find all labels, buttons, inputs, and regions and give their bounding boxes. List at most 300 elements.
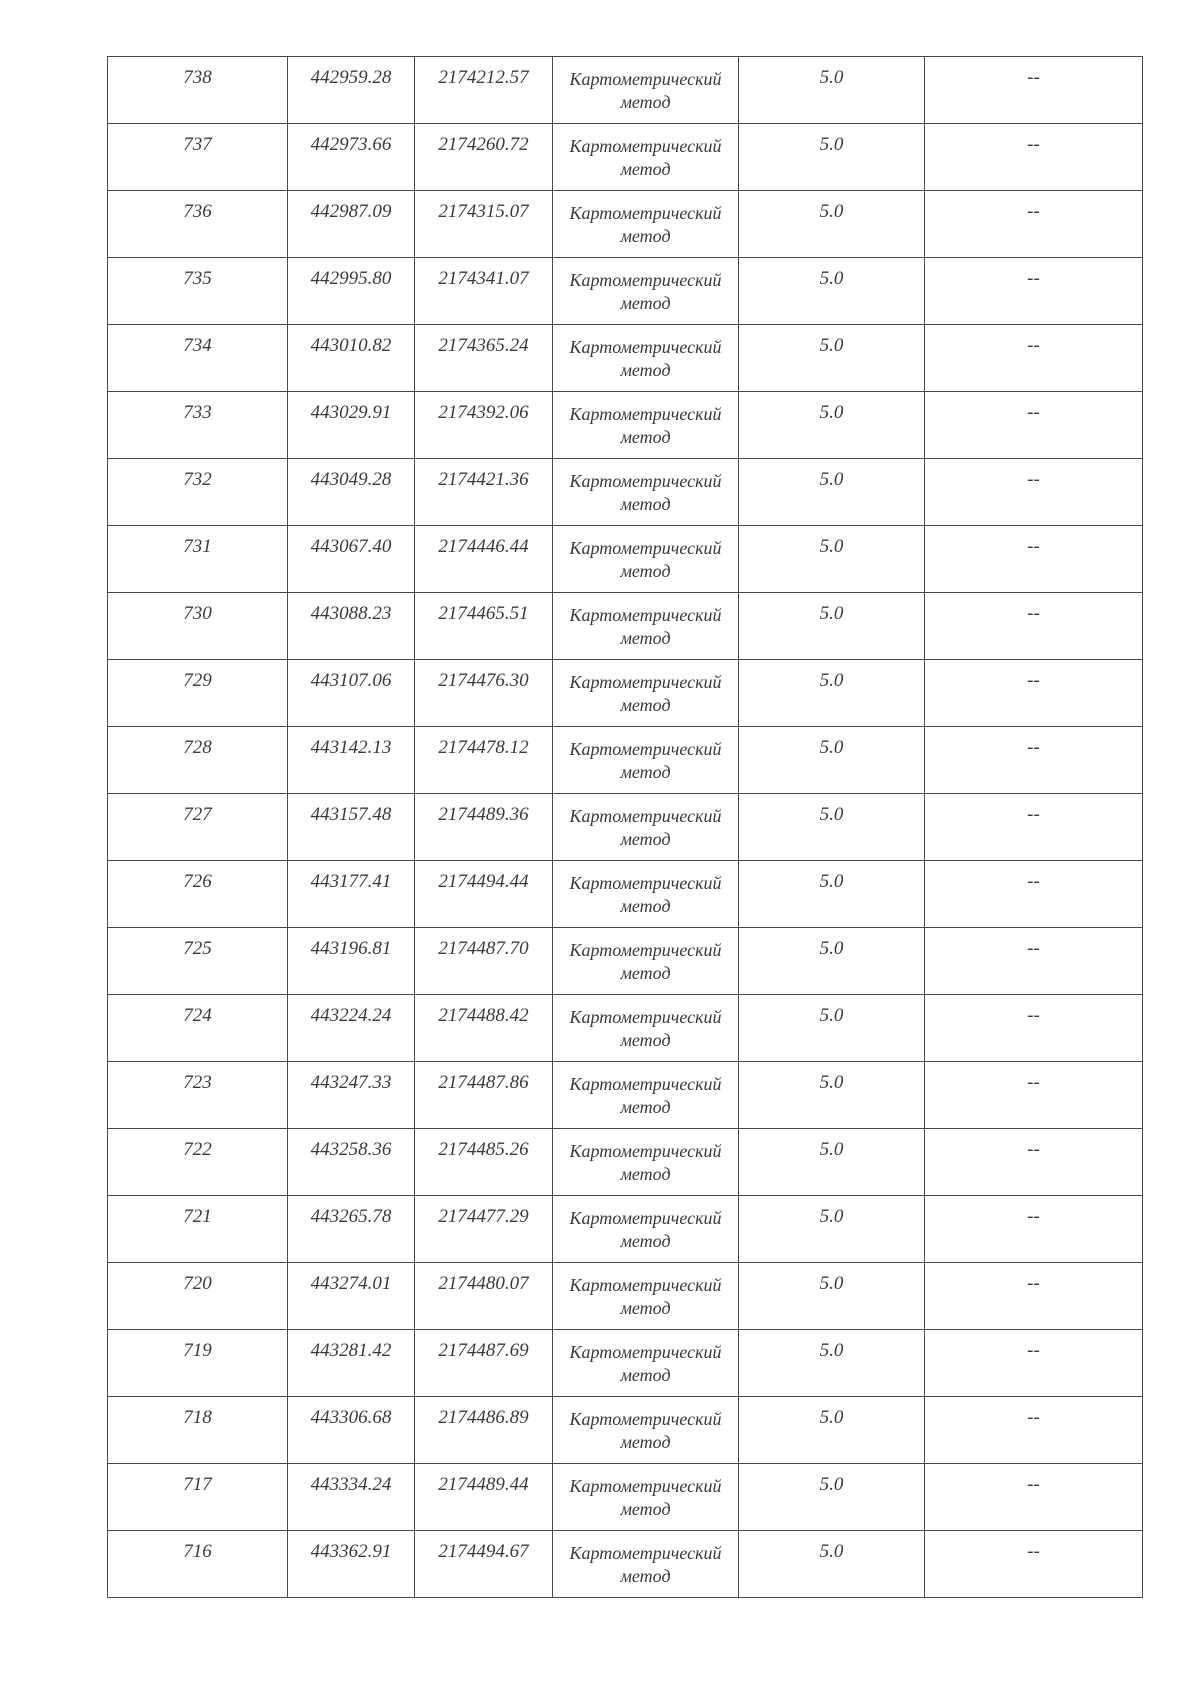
method-line-1: Картометрический xyxy=(569,1342,722,1362)
coordinate-y-cell xyxy=(415,1263,553,1330)
method-text xyxy=(553,124,738,181)
coordinate-y-cell xyxy=(415,995,553,1062)
method-cell xyxy=(553,794,739,861)
method-line-1: Картометрический xyxy=(569,1208,722,1228)
point-number-text: 738 xyxy=(183,67,212,88)
table-row xyxy=(108,1129,1143,1196)
method-text xyxy=(553,1129,738,1186)
method-cell xyxy=(553,1464,739,1531)
coordinate-y-text: 2174494.67 xyxy=(438,1541,529,1562)
description-cell xyxy=(925,660,1143,727)
table-row xyxy=(108,1196,1143,1263)
point-number-cell xyxy=(108,593,288,660)
description-cell xyxy=(925,1464,1143,1531)
method-line-1: Картометрический xyxy=(569,538,722,558)
description-text: -- xyxy=(1027,1072,1040,1093)
description-text: -- xyxy=(1027,1474,1040,1495)
accuracy-cell xyxy=(739,1062,925,1129)
description-text: -- xyxy=(1027,1139,1040,1160)
method-text xyxy=(553,57,738,114)
accuracy-cell xyxy=(739,727,925,794)
method-cell xyxy=(553,593,739,660)
coordinate-y-text: 2174465.51 xyxy=(438,603,529,624)
method-cell xyxy=(553,1397,739,1464)
method-line-2: метод xyxy=(620,226,671,246)
coordinate-x-text: 443010.82 xyxy=(310,335,392,356)
point-number-cell xyxy=(108,727,288,794)
point-number-text: 733 xyxy=(183,402,212,423)
coordinate-x-text: 443142.13 xyxy=(310,737,392,758)
description-text: -- xyxy=(1027,201,1040,222)
method-text xyxy=(553,1263,738,1320)
method-cell xyxy=(553,1062,739,1129)
coordinate-y-cell xyxy=(415,1196,553,1263)
method-line-2: метод xyxy=(620,829,671,849)
accuracy-text: 5.0 xyxy=(819,67,844,88)
method-line-1: Картометрический xyxy=(569,270,722,290)
accuracy-cell xyxy=(739,124,925,191)
point-number-cell xyxy=(108,995,288,1062)
description-text: -- xyxy=(1027,402,1040,423)
method-text xyxy=(553,794,738,851)
table-row xyxy=(108,593,1143,660)
accuracy-cell xyxy=(739,191,925,258)
table-row xyxy=(108,1263,1143,1330)
point-number-cell xyxy=(108,392,288,459)
description-cell xyxy=(925,1062,1143,1129)
table-row xyxy=(108,1464,1143,1531)
table-row xyxy=(108,258,1143,325)
coordinate-x-cell xyxy=(288,928,415,995)
method-cell xyxy=(553,392,739,459)
method-text xyxy=(553,861,738,918)
point-number-cell xyxy=(108,1531,288,1598)
description-text: -- xyxy=(1027,1273,1040,1294)
coordinate-x-text: 442987.09 xyxy=(310,201,392,222)
method-line-1: Картометрический xyxy=(569,1141,722,1161)
description-text: -- xyxy=(1027,871,1040,892)
coordinate-x-cell xyxy=(288,727,415,794)
table-row xyxy=(108,1330,1143,1397)
accuracy-cell xyxy=(739,392,925,459)
method-line-2: метод xyxy=(620,1365,671,1385)
point-number-cell xyxy=(108,660,288,727)
coordinate-x-cell xyxy=(288,459,415,526)
description-text: -- xyxy=(1027,938,1040,959)
description-text: -- xyxy=(1027,1005,1040,1026)
point-number-cell xyxy=(108,191,288,258)
point-number-cell xyxy=(108,1464,288,1531)
method-line-1: Картометрический xyxy=(569,1275,722,1295)
coordinate-x-text: 442973.66 xyxy=(310,134,392,155)
accuracy-text: 5.0 xyxy=(819,804,844,825)
point-number-text: 735 xyxy=(183,268,212,289)
coordinate-y-cell xyxy=(415,1531,553,1598)
method-line-2: метод xyxy=(620,1097,671,1117)
coordinate-y-cell xyxy=(415,660,553,727)
point-number-text: 717 xyxy=(183,1474,212,1495)
point-number-cell xyxy=(108,1129,288,1196)
method-cell xyxy=(553,1196,739,1263)
method-line-1: Картометрический xyxy=(569,1476,722,1496)
description-text: -- xyxy=(1027,469,1040,490)
method-line-1: Картометрический xyxy=(569,672,722,692)
method-cell xyxy=(553,928,739,995)
accuracy-cell xyxy=(739,928,925,995)
point-number-cell xyxy=(108,1062,288,1129)
coordinate-y-cell xyxy=(415,392,553,459)
table-row xyxy=(108,660,1143,727)
coordinate-y-cell xyxy=(415,1397,553,1464)
accuracy-text: 5.0 xyxy=(819,938,844,959)
point-number-text: 723 xyxy=(183,1072,212,1093)
description-cell xyxy=(925,1129,1143,1196)
accuracy-cell xyxy=(739,526,925,593)
method-line-1: Картометрический xyxy=(569,873,722,893)
coordinate-x-cell xyxy=(288,1464,415,1531)
method-cell xyxy=(553,1330,739,1397)
description-text: -- xyxy=(1027,134,1040,155)
table-row xyxy=(108,995,1143,1062)
method-cell xyxy=(553,124,739,191)
point-number-text: 732 xyxy=(183,469,212,490)
method-line-2: метод xyxy=(620,896,671,916)
method-line-1: Картометрический xyxy=(569,1007,722,1027)
coordinate-y-cell xyxy=(415,325,553,392)
point-number-text: 728 xyxy=(183,737,212,758)
table-row xyxy=(108,1062,1143,1129)
point-number-text: 724 xyxy=(183,1005,212,1026)
coordinate-x-cell xyxy=(288,57,415,124)
coordinate-y-cell xyxy=(415,459,553,526)
accuracy-cell xyxy=(739,1531,925,1598)
coordinate-y-text: 2174488.42 xyxy=(438,1005,529,1026)
point-number-text: 718 xyxy=(183,1407,212,1428)
method-line-2: метод xyxy=(620,1164,671,1184)
method-line-2: метод xyxy=(620,695,671,715)
method-line-1: Картометрический xyxy=(569,940,722,960)
description-text: -- xyxy=(1027,536,1040,557)
coordinate-x-text: 443274.01 xyxy=(310,1273,392,1294)
description-cell xyxy=(925,258,1143,325)
method-line-1: Картометрический xyxy=(569,337,722,357)
method-cell xyxy=(553,258,739,325)
coordinate-y-cell xyxy=(415,928,553,995)
coordinate-x-text: 443029.91 xyxy=(310,402,392,423)
point-number-text: 730 xyxy=(183,603,212,624)
table-row xyxy=(108,325,1143,392)
point-number-text: 716 xyxy=(183,1541,212,1562)
description-cell xyxy=(925,593,1143,660)
coordinate-y-cell xyxy=(415,727,553,794)
accuracy-text: 5.0 xyxy=(819,1072,844,1093)
coordinate-y-cell xyxy=(415,258,553,325)
point-number-cell xyxy=(108,1330,288,1397)
method-line-2: метод xyxy=(620,1030,671,1050)
coordinate-y-text: 2174480.07 xyxy=(438,1273,529,1294)
accuracy-cell xyxy=(739,861,925,928)
coordinate-x-text: 443265.78 xyxy=(310,1206,392,1227)
method-line-2: метод xyxy=(620,762,671,782)
coordinate-x-cell xyxy=(288,258,415,325)
point-number-cell xyxy=(108,526,288,593)
method-cell xyxy=(553,57,739,124)
description-cell xyxy=(925,861,1143,928)
coordinate-y-cell xyxy=(415,861,553,928)
accuracy-text: 5.0 xyxy=(819,335,844,356)
method-line-1: Картометрический xyxy=(569,1409,722,1429)
coordinate-y-text: 2174494.44 xyxy=(438,871,529,892)
method-line-1: Картометрический xyxy=(569,136,722,156)
description-text: -- xyxy=(1027,1340,1040,1361)
point-number-cell xyxy=(108,861,288,928)
description-cell xyxy=(925,325,1143,392)
coordinates-table xyxy=(107,56,1143,1598)
description-text: -- xyxy=(1027,804,1040,825)
method-line-2: метод xyxy=(620,1566,671,1586)
coordinate-x-text: 443362.91 xyxy=(310,1541,392,1562)
method-line-1: Картометрический xyxy=(569,69,722,89)
accuracy-text: 5.0 xyxy=(819,268,844,289)
coordinate-x-text: 443224.24 xyxy=(310,1005,392,1026)
description-text: -- xyxy=(1027,1407,1040,1428)
coordinate-y-text: 2174487.70 xyxy=(438,938,529,959)
method-line-1: Картометрический xyxy=(569,806,722,826)
accuracy-text: 5.0 xyxy=(819,201,844,222)
point-number-text: 720 xyxy=(183,1273,212,1294)
description-cell xyxy=(925,1397,1143,1464)
coordinate-x-text: 442995.80 xyxy=(310,268,392,289)
table-row xyxy=(108,794,1143,861)
accuracy-text: 5.0 xyxy=(819,737,844,758)
description-cell xyxy=(925,1330,1143,1397)
description-text: -- xyxy=(1027,1541,1040,1562)
coordinate-x-cell xyxy=(288,1397,415,1464)
coordinate-x-cell xyxy=(288,124,415,191)
method-line-1: Картометрический xyxy=(569,203,722,223)
coordinate-x-cell xyxy=(288,593,415,660)
coordinate-y-text: 2174487.69 xyxy=(438,1340,529,1361)
accuracy-text: 5.0 xyxy=(819,1474,844,1495)
method-text xyxy=(553,928,738,985)
accuracy-text: 5.0 xyxy=(819,134,844,155)
method-text xyxy=(553,526,738,583)
accuracy-cell xyxy=(739,258,925,325)
coordinate-y-text: 2174212.57 xyxy=(438,67,529,88)
description-cell xyxy=(925,928,1143,995)
description-cell xyxy=(925,191,1143,258)
point-number-cell xyxy=(108,1196,288,1263)
point-number-text: 731 xyxy=(183,536,212,557)
coordinate-y-cell xyxy=(415,526,553,593)
method-line-2: метод xyxy=(620,561,671,581)
coordinate-y-text: 2174365.24 xyxy=(438,335,529,356)
method-line-2: метод xyxy=(620,1298,671,1318)
coordinate-y-cell xyxy=(415,124,553,191)
coordinate-y-text: 2174487.86 xyxy=(438,1072,529,1093)
method-line-1: Картометрический xyxy=(569,1543,722,1563)
method-text xyxy=(553,727,738,784)
coordinate-y-text: 2174446.44 xyxy=(438,536,529,557)
method-text xyxy=(553,1330,738,1387)
method-line-1: Картометрический xyxy=(569,404,722,424)
method-line-2: метод xyxy=(620,1231,671,1251)
point-number-cell xyxy=(108,325,288,392)
method-line-1: Картометрический xyxy=(569,471,722,491)
description-text: -- xyxy=(1027,670,1040,691)
table-row xyxy=(108,191,1143,258)
method-cell xyxy=(553,861,739,928)
description-cell xyxy=(925,392,1143,459)
coordinate-x-cell xyxy=(288,1062,415,1129)
table-row xyxy=(108,57,1143,124)
coordinate-x-cell xyxy=(288,526,415,593)
method-text xyxy=(553,593,738,650)
coordinate-y-text: 2174489.36 xyxy=(438,804,529,825)
method-cell xyxy=(553,325,739,392)
point-number-text: 725 xyxy=(183,938,212,959)
description-text: -- xyxy=(1027,67,1040,88)
description-cell xyxy=(925,1196,1143,1263)
table-row xyxy=(108,124,1143,191)
description-cell xyxy=(925,57,1143,124)
method-text xyxy=(553,660,738,717)
method-line-2: метод xyxy=(620,427,671,447)
coordinate-y-cell xyxy=(415,794,553,861)
coordinate-x-text: 443067.40 xyxy=(310,536,392,557)
coordinate-x-cell xyxy=(288,1330,415,1397)
method-text xyxy=(553,1397,738,1454)
accuracy-text: 5.0 xyxy=(819,536,844,557)
method-text xyxy=(553,1531,738,1588)
method-cell xyxy=(553,526,739,593)
accuracy-cell xyxy=(739,1397,925,1464)
coordinate-x-text: 442959.28 xyxy=(310,67,392,88)
coordinate-x-cell xyxy=(288,392,415,459)
coordinate-y-text: 2174341.07 xyxy=(438,268,529,289)
method-line-2: метод xyxy=(620,494,671,514)
accuracy-cell xyxy=(739,794,925,861)
coordinates-table-body xyxy=(108,57,1143,1598)
method-cell xyxy=(553,727,739,794)
method-line-1: Картометрический xyxy=(569,1074,722,1094)
method-text xyxy=(553,1464,738,1521)
description-cell xyxy=(925,459,1143,526)
description-cell xyxy=(925,124,1143,191)
table-row xyxy=(108,1397,1143,1464)
accuracy-text: 5.0 xyxy=(819,603,844,624)
description-cell xyxy=(925,1263,1143,1330)
accuracy-text: 5.0 xyxy=(819,1206,844,1227)
method-cell xyxy=(553,191,739,258)
point-number-cell xyxy=(108,794,288,861)
point-number-text: 734 xyxy=(183,335,212,356)
description-cell xyxy=(925,794,1143,861)
accuracy-text: 5.0 xyxy=(819,871,844,892)
coordinate-y-cell xyxy=(415,1330,553,1397)
method-cell xyxy=(553,1263,739,1330)
point-number-text: 722 xyxy=(183,1139,212,1160)
description-text: -- xyxy=(1027,603,1040,624)
accuracy-cell xyxy=(739,1196,925,1263)
accuracy-text: 5.0 xyxy=(819,402,844,423)
method-text xyxy=(553,995,738,1052)
point-number-text: 727 xyxy=(183,804,212,825)
point-number-cell xyxy=(108,928,288,995)
accuracy-cell xyxy=(739,995,925,1062)
method-line-2: метод xyxy=(620,963,671,983)
point-number-cell xyxy=(108,459,288,526)
accuracy-text: 5.0 xyxy=(819,1541,844,1562)
accuracy-cell xyxy=(739,1263,925,1330)
description-cell xyxy=(925,526,1143,593)
accuracy-cell xyxy=(739,325,925,392)
coordinate-y-cell xyxy=(415,1062,553,1129)
point-number-text: 721 xyxy=(183,1206,212,1227)
method-line-2: метод xyxy=(620,360,671,380)
accuracy-text: 5.0 xyxy=(819,1407,844,1428)
coordinate-x-text: 443334.24 xyxy=(310,1474,392,1495)
method-text xyxy=(553,459,738,516)
point-number-cell xyxy=(108,57,288,124)
method-text xyxy=(553,325,738,382)
coordinate-x-cell xyxy=(288,191,415,258)
coordinate-y-cell xyxy=(415,191,553,258)
accuracy-cell xyxy=(739,1464,925,1531)
accuracy-cell xyxy=(739,1129,925,1196)
point-number-text: 726 xyxy=(183,871,212,892)
point-number-text: 737 xyxy=(183,134,212,155)
coordinate-y-text: 2174486.89 xyxy=(438,1407,529,1428)
coordinate-x-cell xyxy=(288,1531,415,1598)
point-number-cell xyxy=(108,258,288,325)
method-cell xyxy=(553,660,739,727)
coordinate-x-text: 443157.48 xyxy=(310,804,392,825)
accuracy-cell xyxy=(739,660,925,727)
table-row xyxy=(108,1531,1143,1598)
accuracy-text: 5.0 xyxy=(819,469,844,490)
method-line-1: Картометрический xyxy=(569,605,722,625)
table-row xyxy=(108,459,1143,526)
coordinate-x-text: 443306.68 xyxy=(310,1407,392,1428)
table-row xyxy=(108,861,1143,928)
method-text xyxy=(553,1196,738,1253)
description-cell xyxy=(925,1531,1143,1598)
point-number-cell xyxy=(108,1397,288,1464)
coordinate-x-text: 443281.42 xyxy=(310,1340,392,1361)
method-text xyxy=(553,1062,738,1119)
coordinate-x-cell xyxy=(288,1196,415,1263)
accuracy-cell xyxy=(739,593,925,660)
coordinate-x-cell xyxy=(288,794,415,861)
method-line-2: метод xyxy=(620,1432,671,1452)
point-number-text: 729 xyxy=(183,670,212,691)
method-line-2: метод xyxy=(620,92,671,112)
coordinate-x-cell xyxy=(288,325,415,392)
coordinate-y-text: 2174476.30 xyxy=(438,670,529,691)
point-number-cell xyxy=(108,1263,288,1330)
coordinate-y-text: 2174485.26 xyxy=(438,1139,529,1160)
coordinate-y-cell xyxy=(415,1129,553,1196)
accuracy-cell xyxy=(739,1330,925,1397)
coordinate-y-cell xyxy=(415,1464,553,1531)
coordinate-x-text: 443196.81 xyxy=(310,938,392,959)
point-number-text: 719 xyxy=(183,1340,212,1361)
method-line-2: метод xyxy=(620,293,671,313)
coordinate-y-text: 2174260.72 xyxy=(438,134,529,155)
description-cell xyxy=(925,727,1143,794)
coordinate-y-text: 2174477.29 xyxy=(438,1206,529,1227)
